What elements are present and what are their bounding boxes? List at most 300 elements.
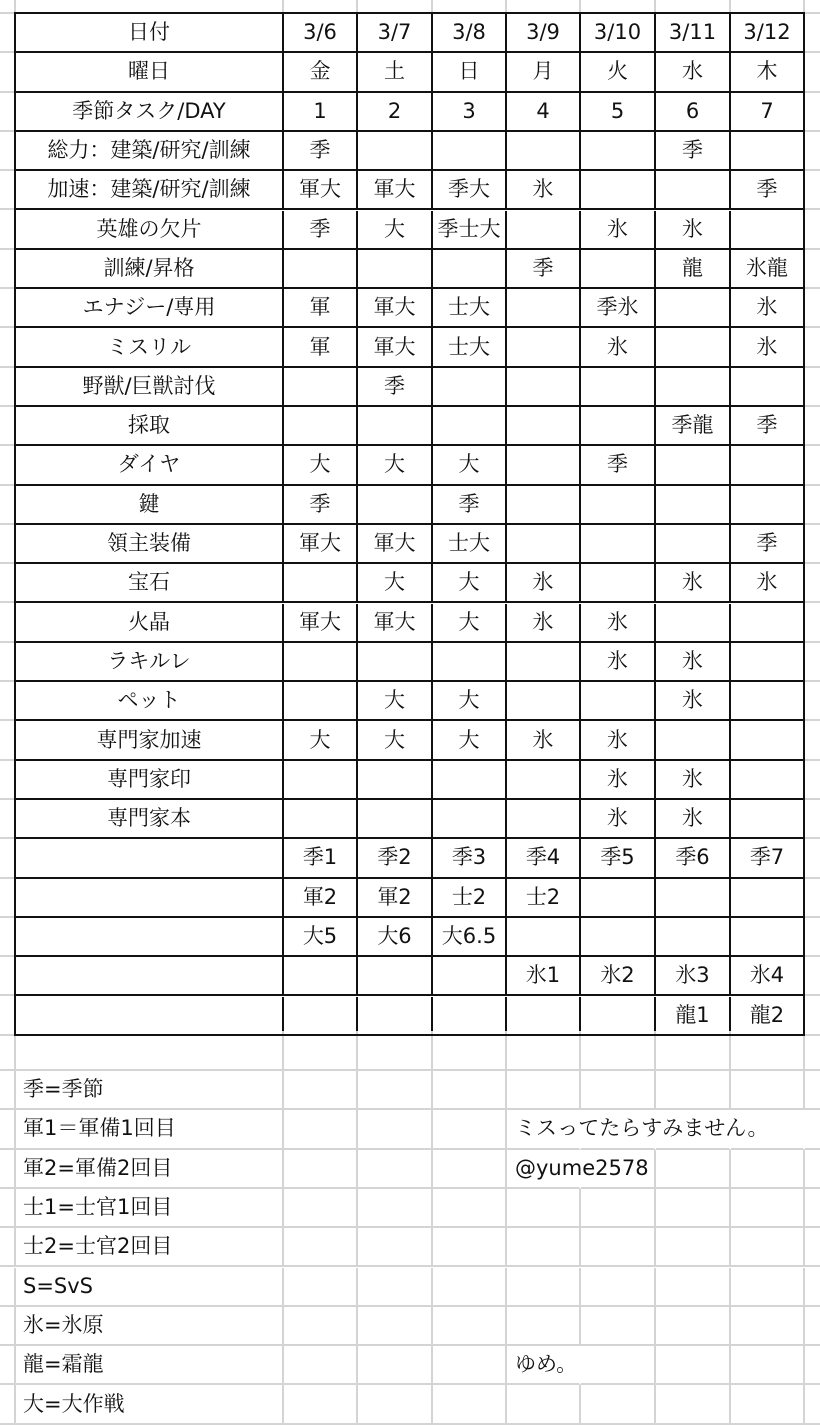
margin-cell[interactable]	[805, 761, 820, 800]
blank-cell[interactable]	[581, 1110, 656, 1149]
day-cell[interactable]: 水	[656, 53, 731, 92]
day-cell[interactable]: 軍大	[358, 525, 433, 564]
row-label[interactable]: 専門家加速	[16, 721, 284, 760]
day-cell[interactable]: 3/12	[731, 14, 805, 53]
day-cell[interactable]: 金	[284, 53, 358, 92]
day-cell[interactable]: 士大	[433, 289, 507, 328]
day-cell[interactable]	[731, 879, 805, 918]
blank-cell[interactable]	[507, 1031, 581, 1071]
margin-cell[interactable]	[0, 132, 16, 171]
blank-cell[interactable]	[507, 1307, 581, 1346]
day-cell[interactable]	[433, 957, 507, 996]
legend-item[interactable]: 士1=士官1回目	[16, 1189, 284, 1228]
day-cell[interactable]	[656, 879, 731, 918]
margin-cell[interactable]	[0, 171, 16, 210]
day-cell[interactable]	[284, 250, 358, 289]
blank-cell[interactable]	[507, 1071, 581, 1110]
day-cell[interactable]: 季1	[284, 839, 358, 878]
day-cell[interactable]: 軍大	[284, 171, 358, 210]
day-cell[interactable]: 氷	[656, 564, 731, 603]
day-cell[interactable]: 士2	[507, 879, 581, 918]
day-cell[interactable]	[581, 918, 656, 957]
day-cell[interactable]: 3	[433, 93, 507, 132]
blank-cell[interactable]	[358, 1031, 433, 1071]
blank-cell[interactable]	[284, 1071, 358, 1110]
margin-cell[interactable]	[805, 446, 820, 485]
row-label[interactable]: 採取	[16, 407, 284, 446]
day-cell[interactable]	[284, 997, 358, 1036]
day-cell[interactable]	[507, 368, 581, 407]
day-cell[interactable]	[358, 643, 433, 682]
day-cell[interactable]: 大	[284, 721, 358, 760]
blank-cell[interactable]	[731, 0, 805, 14]
row-label[interactable]: 専門家印	[16, 761, 284, 800]
blank-cell[interactable]	[731, 1268, 805, 1307]
margin-cell[interactable]	[805, 250, 820, 289]
blank-cell[interactable]	[731, 1307, 805, 1346]
blank-cell[interactable]	[433, 1385, 507, 1424]
row-label[interactable]: 英雄の欠片	[16, 211, 284, 250]
day-cell[interactable]: 大	[358, 682, 433, 721]
blank-cell[interactable]	[581, 1268, 656, 1307]
blank-cell[interactable]	[581, 1385, 656, 1424]
row-label[interactable]: エナジー/専用	[16, 289, 284, 328]
day-cell[interactable]: 氷	[507, 564, 581, 603]
margin-cell[interactable]	[805, 93, 820, 132]
day-cell[interactable]: 季	[284, 211, 358, 250]
day-cell[interactable]: 季	[731, 171, 805, 210]
day-cell[interactable]: 龍2	[731, 997, 805, 1036]
day-cell[interactable]: 龍1	[656, 997, 731, 1036]
day-cell[interactable]: 4	[507, 93, 581, 132]
day-cell[interactable]	[656, 918, 731, 957]
day-cell[interactable]: 氷	[731, 289, 805, 328]
day-cell[interactable]	[358, 957, 433, 996]
day-cell[interactable]	[656, 486, 731, 525]
row-label[interactable]: 曜日	[16, 53, 284, 92]
day-cell[interactable]	[507, 407, 581, 446]
row-label[interactable]	[16, 997, 284, 1036]
blank-cell[interactable]	[805, 1110, 820, 1149]
margin-cell[interactable]	[0, 1110, 16, 1149]
day-cell[interactable]: 軍大	[358, 289, 433, 328]
margin-cell[interactable]	[0, 1228, 16, 1267]
author-signature[interactable]: ゆめ。	[507, 1346, 581, 1385]
day-cell[interactable]: 季士大	[433, 211, 507, 250]
day-cell[interactable]: 季3	[433, 839, 507, 878]
day-cell[interactable]	[507, 761, 581, 800]
blank-cell[interactable]	[805, 1150, 820, 1189]
day-cell[interactable]	[284, 682, 358, 721]
day-cell[interactable]: 火	[581, 53, 656, 92]
day-cell[interactable]: 氷	[581, 604, 656, 643]
day-cell[interactable]	[581, 682, 656, 721]
blank-cell[interactable]	[284, 1346, 358, 1385]
day-cell[interactable]: 氷	[581, 643, 656, 682]
day-cell[interactable]: 季	[507, 250, 581, 289]
legend-item[interactable]: S=SvS	[16, 1268, 284, 1307]
day-cell[interactable]	[433, 250, 507, 289]
day-cell[interactable]: 季5	[581, 839, 656, 878]
blank-cell[interactable]	[433, 1268, 507, 1307]
day-cell[interactable]: 氷	[507, 604, 581, 643]
day-cell[interactable]	[507, 289, 581, 328]
day-cell[interactable]: 季	[731, 407, 805, 446]
margin-cell[interactable]	[0, 918, 16, 957]
day-cell[interactable]	[433, 800, 507, 839]
row-label[interactable]: ラキルレ	[16, 643, 284, 682]
margin-cell[interactable]	[0, 486, 16, 525]
blank-cell[interactable]	[805, 1307, 820, 1346]
day-cell[interactable]	[507, 643, 581, 682]
legend-item[interactable]: 氷=氷原	[16, 1307, 284, 1346]
blank-cell[interactable]	[284, 1268, 358, 1307]
blank-cell[interactable]	[656, 0, 731, 14]
day-cell[interactable]: 氷	[731, 328, 805, 367]
day-cell[interactable]	[358, 761, 433, 800]
blank-cell[interactable]	[507, 1268, 581, 1307]
row-label[interactable]: 野獣/巨獣討伐	[16, 368, 284, 407]
blank-cell[interactable]	[656, 1307, 731, 1346]
day-cell[interactable]: 大5	[284, 918, 358, 957]
margin-cell[interactable]	[0, 564, 16, 603]
day-cell[interactable]	[507, 918, 581, 957]
day-cell[interactable]: 軍大	[358, 604, 433, 643]
blank-cell[interactable]	[581, 1307, 656, 1346]
margin-cell[interactable]	[0, 1385, 16, 1424]
day-cell[interactable]	[507, 486, 581, 525]
day-cell[interactable]	[731, 643, 805, 682]
blank-cell[interactable]	[358, 1307, 433, 1346]
day-cell[interactable]: 氷	[581, 761, 656, 800]
day-cell[interactable]	[284, 368, 358, 407]
blank-cell[interactable]	[0, 1031, 16, 1071]
blank-cell[interactable]	[507, 1385, 581, 1424]
day-cell[interactable]: 3/10	[581, 14, 656, 53]
blank-cell[interactable]	[507, 1228, 581, 1267]
blank-cell[interactable]	[805, 1385, 820, 1424]
day-cell[interactable]	[284, 643, 358, 682]
day-cell[interactable]	[284, 564, 358, 603]
margin-cell[interactable]	[0, 525, 16, 564]
margin-cell[interactable]	[0, 604, 16, 643]
margin-cell[interactable]	[0, 1346, 16, 1385]
day-cell[interactable]: 6	[656, 93, 731, 132]
row-label[interactable]: ダイヤ	[16, 446, 284, 485]
legend-item[interactable]: 軍2=軍備2回目	[16, 1150, 284, 1189]
blank-cell[interactable]	[358, 1110, 433, 1149]
day-cell[interactable]: 季4	[507, 839, 581, 878]
day-cell[interactable]	[284, 957, 358, 996]
blank-cell[interactable]	[805, 1071, 820, 1110]
blank-cell[interactable]	[507, 1189, 581, 1228]
margin-cell[interactable]	[805, 525, 820, 564]
margin-cell[interactable]	[0, 1071, 16, 1110]
day-cell[interactable]: 土	[358, 53, 433, 92]
day-cell[interactable]	[581, 564, 656, 603]
day-cell[interactable]	[358, 486, 433, 525]
margin-cell[interactable]	[805, 368, 820, 407]
blank-cell[interactable]	[656, 1110, 731, 1149]
day-cell[interactable]: 氷	[581, 328, 656, 367]
margin-cell[interactable]	[0, 250, 16, 289]
day-cell[interactable]: 大	[284, 446, 358, 485]
day-cell[interactable]	[656, 604, 731, 643]
row-label[interactable]: 領主装備	[16, 525, 284, 564]
day-cell[interactable]: 氷龍	[731, 250, 805, 289]
day-cell[interactable]: 1	[284, 93, 358, 132]
day-cell[interactable]	[433, 368, 507, 407]
day-cell[interactable]	[731, 721, 805, 760]
day-cell[interactable]	[581, 486, 656, 525]
margin-cell[interactable]	[805, 486, 820, 525]
margin-cell[interactable]	[0, 328, 16, 367]
day-cell[interactable]: 氷	[656, 211, 731, 250]
day-cell[interactable]	[731, 486, 805, 525]
day-cell[interactable]: 氷	[656, 761, 731, 800]
day-cell[interactable]	[656, 525, 731, 564]
margin-cell[interactable]	[0, 211, 16, 250]
day-cell[interactable]	[656, 721, 731, 760]
blank-cell[interactable]	[0, 0, 16, 14]
day-cell[interactable]	[581, 997, 656, 1036]
blank-cell[interactable]	[433, 1071, 507, 1110]
day-cell[interactable]: 氷	[656, 682, 731, 721]
day-cell[interactable]: 氷3	[656, 957, 731, 996]
day-cell[interactable]: 月	[507, 53, 581, 92]
blank-cell[interactable]	[358, 1385, 433, 1424]
blank-cell[interactable]	[358, 1150, 433, 1189]
blank-cell[interactable]	[433, 0, 507, 14]
day-cell[interactable]: 季2	[358, 839, 433, 878]
day-cell[interactable]	[581, 171, 656, 210]
margin-cell[interactable]	[0, 407, 16, 446]
margin-cell[interactable]	[0, 93, 16, 132]
blank-cell[interactable]	[433, 1228, 507, 1267]
blank-cell[interactable]	[284, 1385, 358, 1424]
day-cell[interactable]	[581, 368, 656, 407]
margin-cell[interactable]	[805, 211, 820, 250]
day-cell[interactable]: 大	[358, 721, 433, 760]
blank-cell[interactable]	[284, 0, 358, 14]
day-cell[interactable]	[581, 132, 656, 171]
blank-cell[interactable]	[284, 1307, 358, 1346]
day-cell[interactable]: 氷	[581, 211, 656, 250]
row-label[interactable]: 日付	[16, 14, 284, 53]
day-cell[interactable]: 大	[433, 446, 507, 485]
day-cell[interactable]	[731, 132, 805, 171]
day-cell[interactable]: 季大	[433, 171, 507, 210]
day-cell[interactable]: 大	[433, 564, 507, 603]
day-cell[interactable]	[507, 132, 581, 171]
margin-cell[interactable]	[0, 721, 16, 760]
day-cell[interactable]	[507, 525, 581, 564]
margin-cell[interactable]	[805, 14, 820, 53]
day-cell[interactable]	[507, 328, 581, 367]
row-label[interactable]	[16, 839, 284, 878]
blank-cell[interactable]	[433, 1110, 507, 1149]
margin-cell[interactable]	[805, 839, 820, 878]
day-cell[interactable]	[656, 289, 731, 328]
day-cell[interactable]: 軍2	[284, 879, 358, 918]
day-cell[interactable]	[731, 682, 805, 721]
day-cell[interactable]: 大	[358, 564, 433, 603]
day-cell[interactable]: 季7	[731, 839, 805, 878]
blank-cell[interactable]	[656, 1071, 731, 1110]
blank-cell[interactable]	[433, 1346, 507, 1385]
day-cell[interactable]: 軍大	[284, 525, 358, 564]
day-cell[interactable]	[507, 446, 581, 485]
row-label[interactable]: ミスリル	[16, 328, 284, 367]
day-cell[interactable]: 氷	[507, 171, 581, 210]
disclaimer-note[interactable]: ミスってたらすみません。	[507, 1110, 581, 1149]
blank-cell[interactable]	[731, 1031, 805, 1071]
day-cell[interactable]	[284, 761, 358, 800]
day-cell[interactable]: 季	[358, 368, 433, 407]
day-cell[interactable]	[358, 250, 433, 289]
day-cell[interactable]: 氷	[581, 800, 656, 839]
blank-cell[interactable]	[581, 1071, 656, 1110]
day-cell[interactable]: 木	[731, 53, 805, 92]
day-cell[interactable]: 3/11	[656, 14, 731, 53]
blank-cell[interactable]	[284, 1150, 358, 1189]
day-cell[interactable]: 季	[284, 132, 358, 171]
margin-cell[interactable]	[0, 839, 16, 878]
blank-cell[interactable]	[284, 1189, 358, 1228]
day-cell[interactable]	[731, 604, 805, 643]
row-label[interactable]: 総力：建築/研究/訓練	[16, 132, 284, 171]
blank-cell[interactable]	[656, 1268, 731, 1307]
day-cell[interactable]: 大	[433, 604, 507, 643]
day-cell[interactable]	[433, 643, 507, 682]
blank-cell[interactable]	[805, 0, 820, 14]
day-cell[interactable]	[358, 407, 433, 446]
day-cell[interactable]: 大6	[358, 918, 433, 957]
day-cell[interactable]: 氷	[507, 721, 581, 760]
margin-cell[interactable]	[805, 564, 820, 603]
margin-cell[interactable]	[805, 604, 820, 643]
day-cell[interactable]	[284, 800, 358, 839]
margin-cell[interactable]	[0, 800, 16, 839]
day-cell[interactable]: 季	[731, 525, 805, 564]
blank-cell[interactable]	[581, 1031, 656, 1071]
blank-cell[interactable]	[284, 1110, 358, 1149]
margin-cell[interactable]	[0, 289, 16, 328]
row-label[interactable]	[16, 879, 284, 918]
margin-cell[interactable]	[805, 721, 820, 760]
day-cell[interactable]: 氷	[731, 564, 805, 603]
row-label[interactable]: 訓練/昇格	[16, 250, 284, 289]
blank-cell[interactable]	[16, 1031, 284, 1071]
blank-cell[interactable]	[433, 1031, 507, 1071]
day-cell[interactable]: 士2	[433, 879, 507, 918]
day-cell[interactable]: 季氷	[581, 289, 656, 328]
row-label[interactable]	[16, 957, 284, 996]
day-cell[interactable]: 士大	[433, 525, 507, 564]
blank-cell[interactable]	[731, 1150, 805, 1189]
blank-cell[interactable]	[16, 0, 284, 14]
day-cell[interactable]	[656, 328, 731, 367]
legend-item[interactable]: 季=季節	[16, 1071, 284, 1110]
blank-cell[interactable]	[284, 1228, 358, 1267]
blank-cell[interactable]	[731, 1189, 805, 1228]
day-cell[interactable]	[358, 132, 433, 171]
blank-cell[interactable]	[358, 0, 433, 14]
blank-cell[interactable]	[731, 1071, 805, 1110]
day-cell[interactable]: 氷	[656, 643, 731, 682]
blank-cell[interactable]	[805, 1346, 820, 1385]
margin-cell[interactable]	[805, 171, 820, 210]
day-cell[interactable]	[731, 800, 805, 839]
row-label[interactable]: 鍵	[16, 486, 284, 525]
day-cell[interactable]: 氷	[656, 800, 731, 839]
blank-cell[interactable]	[433, 1189, 507, 1228]
day-cell[interactable]	[581, 407, 656, 446]
margin-cell[interactable]	[0, 761, 16, 800]
day-cell[interactable]: 季	[581, 446, 656, 485]
margin-cell[interactable]	[805, 997, 820, 1036]
blank-cell[interactable]	[805, 1228, 820, 1267]
margin-cell[interactable]	[805, 407, 820, 446]
blank-cell[interactable]	[656, 1031, 731, 1071]
day-cell[interactable]: 3/9	[507, 14, 581, 53]
blank-cell[interactable]	[433, 1150, 507, 1189]
day-cell[interactable]	[731, 446, 805, 485]
day-cell[interactable]: 氷	[581, 721, 656, 760]
blank-cell[interactable]	[284, 1031, 358, 1071]
margin-cell[interactable]	[0, 879, 16, 918]
legend-item[interactable]: 士2=士官2回目	[16, 1228, 284, 1267]
day-cell[interactable]: 3/7	[358, 14, 433, 53]
day-cell[interactable]	[507, 800, 581, 839]
row-label[interactable]: 専門家本	[16, 800, 284, 839]
margin-cell[interactable]	[805, 53, 820, 92]
blank-cell[interactable]	[731, 1110, 805, 1149]
author-handle[interactable]: @yume2578	[507, 1150, 581, 1189]
margin-cell[interactable]	[0, 1150, 16, 1189]
row-label[interactable]: ペット	[16, 682, 284, 721]
blank-cell[interactable]	[358, 1268, 433, 1307]
day-cell[interactable]	[656, 446, 731, 485]
day-cell[interactable]: 3/6	[284, 14, 358, 53]
margin-cell[interactable]	[0, 446, 16, 485]
margin-cell[interactable]	[0, 14, 16, 53]
blank-cell[interactable]	[805, 1268, 820, 1307]
blank-cell[interactable]	[805, 1189, 820, 1228]
blank-cell[interactable]	[581, 1228, 656, 1267]
day-cell[interactable]: 軍	[284, 328, 358, 367]
day-cell[interactable]: 季龍	[656, 407, 731, 446]
day-cell[interactable]	[656, 368, 731, 407]
day-cell[interactable]	[731, 211, 805, 250]
row-label[interactable]: 宝石	[16, 564, 284, 603]
day-cell[interactable]: 7	[731, 93, 805, 132]
day-cell[interactable]	[507, 997, 581, 1036]
blank-cell[interactable]	[731, 1228, 805, 1267]
day-cell[interactable]	[433, 132, 507, 171]
margin-cell[interactable]	[0, 682, 16, 721]
day-cell[interactable]: 季	[656, 132, 731, 171]
day-cell[interactable]: 3/8	[433, 14, 507, 53]
day-cell[interactable]	[433, 407, 507, 446]
day-cell[interactable]: 大	[433, 721, 507, 760]
day-cell[interactable]: 氷2	[581, 957, 656, 996]
day-cell[interactable]	[731, 368, 805, 407]
day-cell[interactable]: 大6.5	[433, 918, 507, 957]
day-cell[interactable]	[581, 879, 656, 918]
blank-cell[interactable]	[358, 1228, 433, 1267]
day-cell[interactable]: 5	[581, 93, 656, 132]
